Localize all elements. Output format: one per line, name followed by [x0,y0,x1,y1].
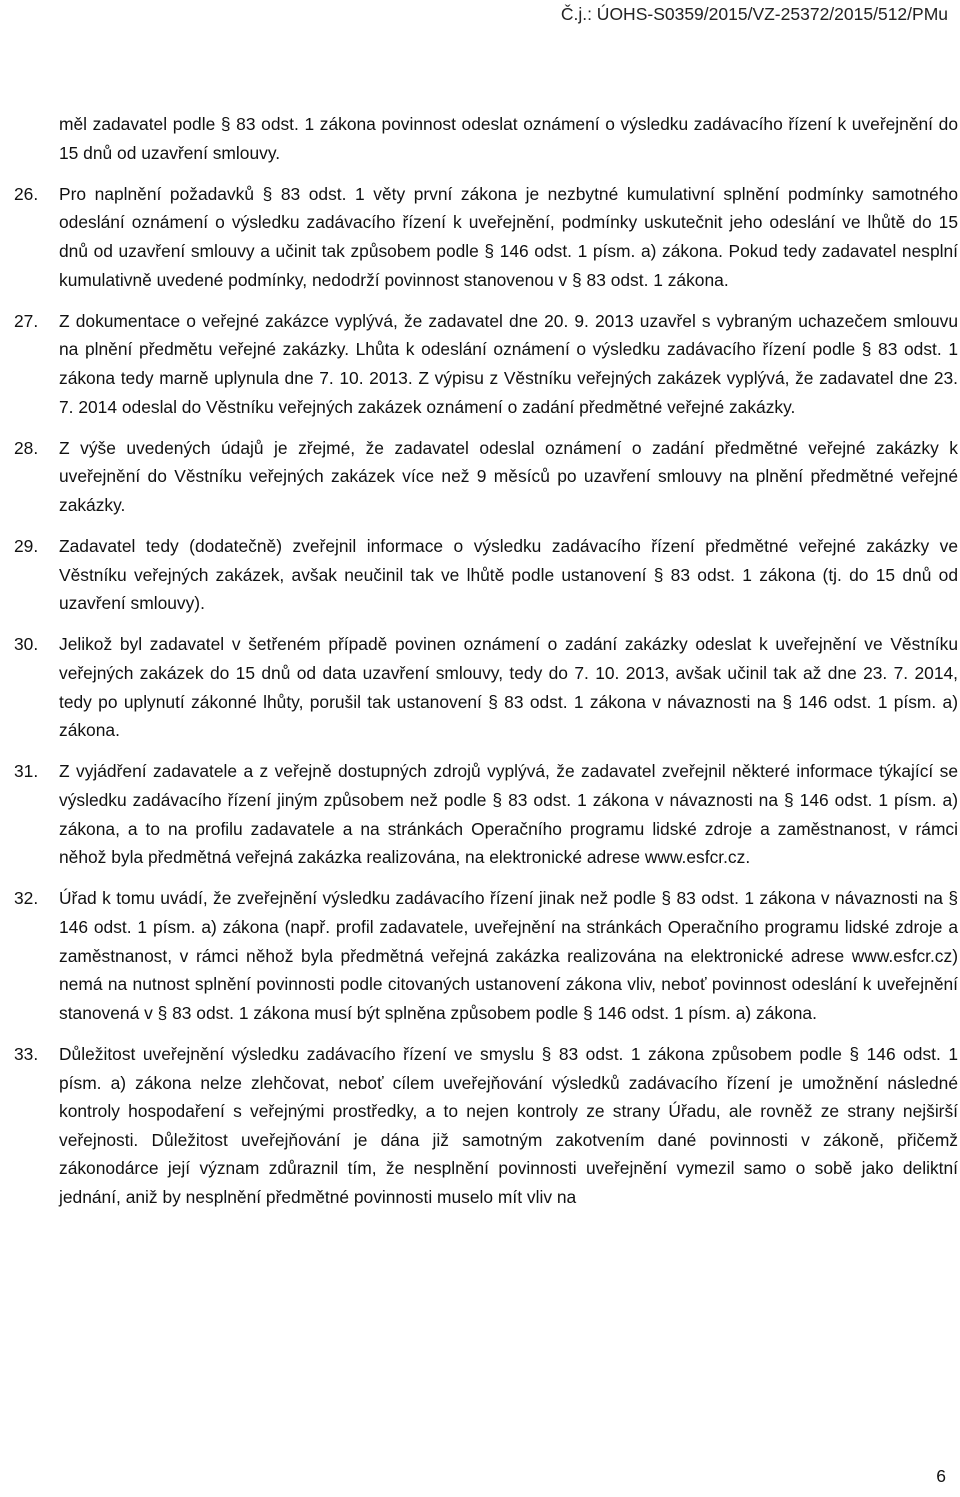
paragraph-number: 29. [14,536,39,557]
document-reference: Č.j.: ÚOHS-S0359/2015/VZ-25372/2015/512/PMu [560,4,948,24]
document-body [14,110,958,1212]
paragraph-26 [14,180,958,294]
paragraph-number: 27. [14,310,39,331]
paragraph-31 [14,757,958,871]
paragraph-text: Z vyjádření zadavatele a z veřejně dostupných zdrojů vyplývá, že zadavatel zveřejnil některé informace týkající se výsledku zadávacího řízení jiným způsobem než podle § 83 odst. 1 zákona v návaznosti na § 146 odst. 1 písm. a) zákona, a to na profilu zadavatele a na stránkách Operačního programu lidské zdroje a zaměstnanost, v rámci něhož byla předmětná veřejná zakázka realizována, na elektronické adrese www.esfcr.cz. [59,761,958,868]
paragraph-text: Z výše uvedených údajů je zřejmé, že zadavatel odeslal oznámení o zadání předmětné veřejné zakázky k uveřejnění do Věstníku veřejných zakázek více než 9 měsíců po uzavření smlouvy na plnění předmětné veřejné zakázky. [59,437,958,515]
page-number: 6 [936,1466,946,1486]
paragraph-number: 33. [14,1043,39,1064]
paragraph-number: 30. [14,634,39,655]
paragraph-33 [14,1040,958,1212]
paragraph-32 [14,884,958,1027]
paragraph-29 [14,532,958,618]
paragraph-text: Jelikož byl zadavatel v šetřeném případě povinen oznámení o zadání zakázky odeslat k uveřejnění ve Věstníku veřejných zakázek do 15 dnů od data uzavření smlouvy, tedy do 7. 10. 2013, avšak učinil tak až dne 23. 7. 2014, tedy po uplynutí zákonné lhůty, porušil tak ustanovení § 83 odst. 1 zákona v návaznosti na § 146 odst. 1 písm. a) zákona. [59,634,958,741]
paragraph-28 [14,434,958,520]
paragraph-30 [14,630,958,744]
paragraph-number: 28. [14,437,39,458]
paragraph-text: Zadavatel tedy (dodatečně) zveřejnil informace o výsledku zadávacího řízení předmětné veřejné zakázky ve Věstníku veřejných zakázek, avšak neučinil tak ve lhůtě podle ustanovení § 83 odst. 1 zákona (tj. do 15 dnů od uzavření smlouvy). [59,536,958,614]
paragraph-number: 31. [14,761,39,782]
paragraph-number: 26. [14,183,39,204]
paragraph-text: Z dokumentace o veřejné zakázce vyplývá, že zadavatel dne 20. 9. 2013 uzavřel s vybraným uchazečem smlouvu na plnění předmětu veřejné zakázky. Lhůta k odeslání oznámení o výsledku zadávacího řízení podle § 83 odst. 1 zákona tedy marně uplynula dne 7. 10. 2013. Z výpisu z Věstníku veřejných zakázek vyplývá, že zadavatel dne 23. 7. 2014 odeslal do Věstníku veřejných zakázek oznámení o zadání předmětné veřejné zakázky. [59,310,958,417]
paragraph-text: Důležitost uveřejnění výsledku zadávacího řízení ve smyslu § 83 odst. 1 zákona způsobem podle § 146 odst. 1 písm. a) zákona nelze zlehčovat, neboť cílem uveřejňování výsledků zadávacího řízení je umožnění následné kontroly hospodaření s veřejnými prostředky, a to nejen kontroly ze strany Úřadu, ale rovněž ze strany nejširší veřejnosti. Důležitost uveřejňování je dána již samotným zakotvením dané povinnosti v zákoně, přičemž zákonodárce její význam zdůraznil tím, že nesplnění povinnosti uveřejnění vymezil samo o sobě jako deliktní jednání, aniž by nesplnění předmětné povinnosti muselo mít vliv na [59,1043,958,1207]
paragraph-27 [14,307,958,421]
paragraph-text: Úřad k tomu uvádí, že zveřejnění výsledku zadávacího řízení jinak než podle § 83 odst. 1 zákona v návaznosti na § 146 odst. 1 písm. a) zákona (např. profil zadavatele, uveřejnění na stránkách Operačního programu lidské zdroje a zaměstnanost, v rámci něhož byla předmětná veřejná zakázka realizována na elektronické adrese www.esfcr.cz) nemá na nutnost splnění povinnosti podle citovaných ustanovení zákona vliv, neboť povinnost odeslání k uveřejnění stanovená v § 83 odst. 1 zákona musí být splněna způsobem podle § 146 odst. 1 písm. a) zákona. [59,888,958,1023]
paragraph-number: 32. [14,888,39,909]
intro-paragraph: měl zadavatel podle § 83 odst. 1 zákona povinnost odeslat oznámení o výsledku zadávacího řízení k uveřejnění do 15 dnů od uzavření smlouvy. [59,114,958,163]
paragraph-text: Pro naplnění požadavků § 83 odst. 1 věty první zákona je nezbytné kumulativní splnění podmínky samotného odeslání oznámení o výsledku zadávacího řízení k uveřejnění, podmínky uskutečnit jeho odeslání ve lhůtě do 15 dnů od uzavření smlouvy a učinit tak způsobem podle § 146 odst. 1 písm. a) zákona. Pokud tedy zadavatel nesplní kumulativně uvedené podmínky, nedodrží povinnost stanovenou v § 83 odst. 1 zákona. [59,183,958,290]
